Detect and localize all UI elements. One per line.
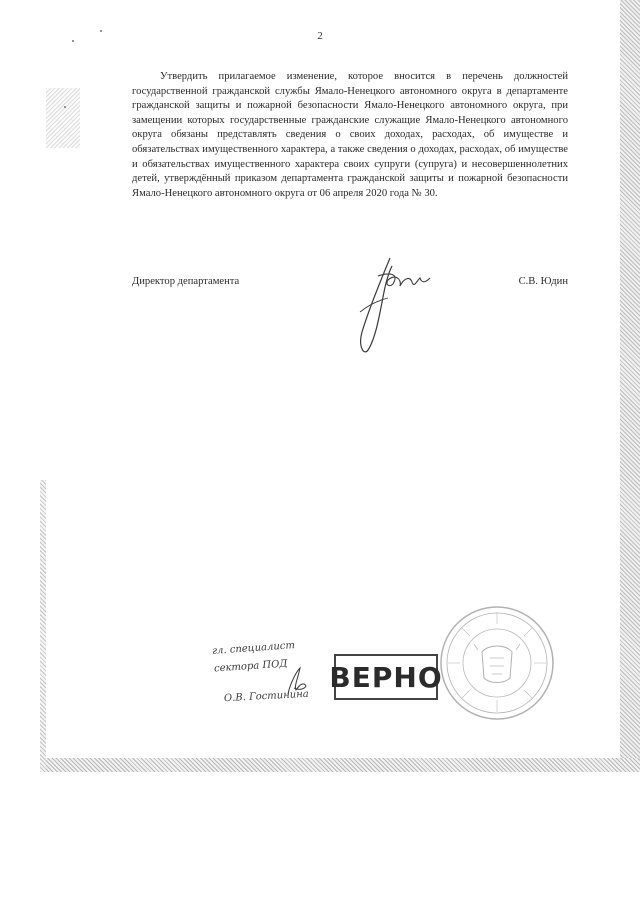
scan-edge-right bbox=[620, 0, 640, 772]
handwritten-signature bbox=[350, 252, 440, 362]
certifier-position: гл. специалист bbox=[211, 640, 296, 657]
signatory-title: Директор департамента bbox=[132, 276, 240, 287]
page-number: 2 bbox=[317, 30, 323, 42]
signatory-name: С.В. Юдин bbox=[518, 276, 568, 287]
certifier-name: О.В. Гостинина bbox=[223, 688, 310, 705]
body-paragraph: Утвердить прилагаемое изменение, которое вносится в перечень должностей государственной гражданской службы Ямало-Ненецкого автономного округа в департаменте гражданской защиты и пожарной безопасности Ямало-Ненецкого автономного округа, при замещении которых государственные гражданские служащие Ямало-Ненецкого автономного округа обязаны представлять сведения о своих доходах, расходах, об имуществе и обязательствах имущественного характера, а также сведения о доходах, расходах, об имуществе и обязательствах имущественного характера своих супруги (супруга) и несовершеннолетних детей, утверждённый приказом департамента гражданской защиты и пожарной безопасности Ямало-Ненецкого автономного округа от 06 апреля 2020 года № 30. bbox=[132, 71, 568, 199]
scan-edge-left bbox=[40, 480, 46, 772]
scan-edge-bottom bbox=[44, 758, 640, 772]
certifier-signature bbox=[282, 664, 312, 698]
scan-blot bbox=[46, 88, 80, 148]
scan-speck bbox=[64, 106, 66, 108]
official-seal bbox=[438, 604, 556, 722]
certifier-department: сектора ПОД bbox=[213, 658, 288, 675]
verno-stamp: ВЕРНО bbox=[334, 654, 438, 700]
